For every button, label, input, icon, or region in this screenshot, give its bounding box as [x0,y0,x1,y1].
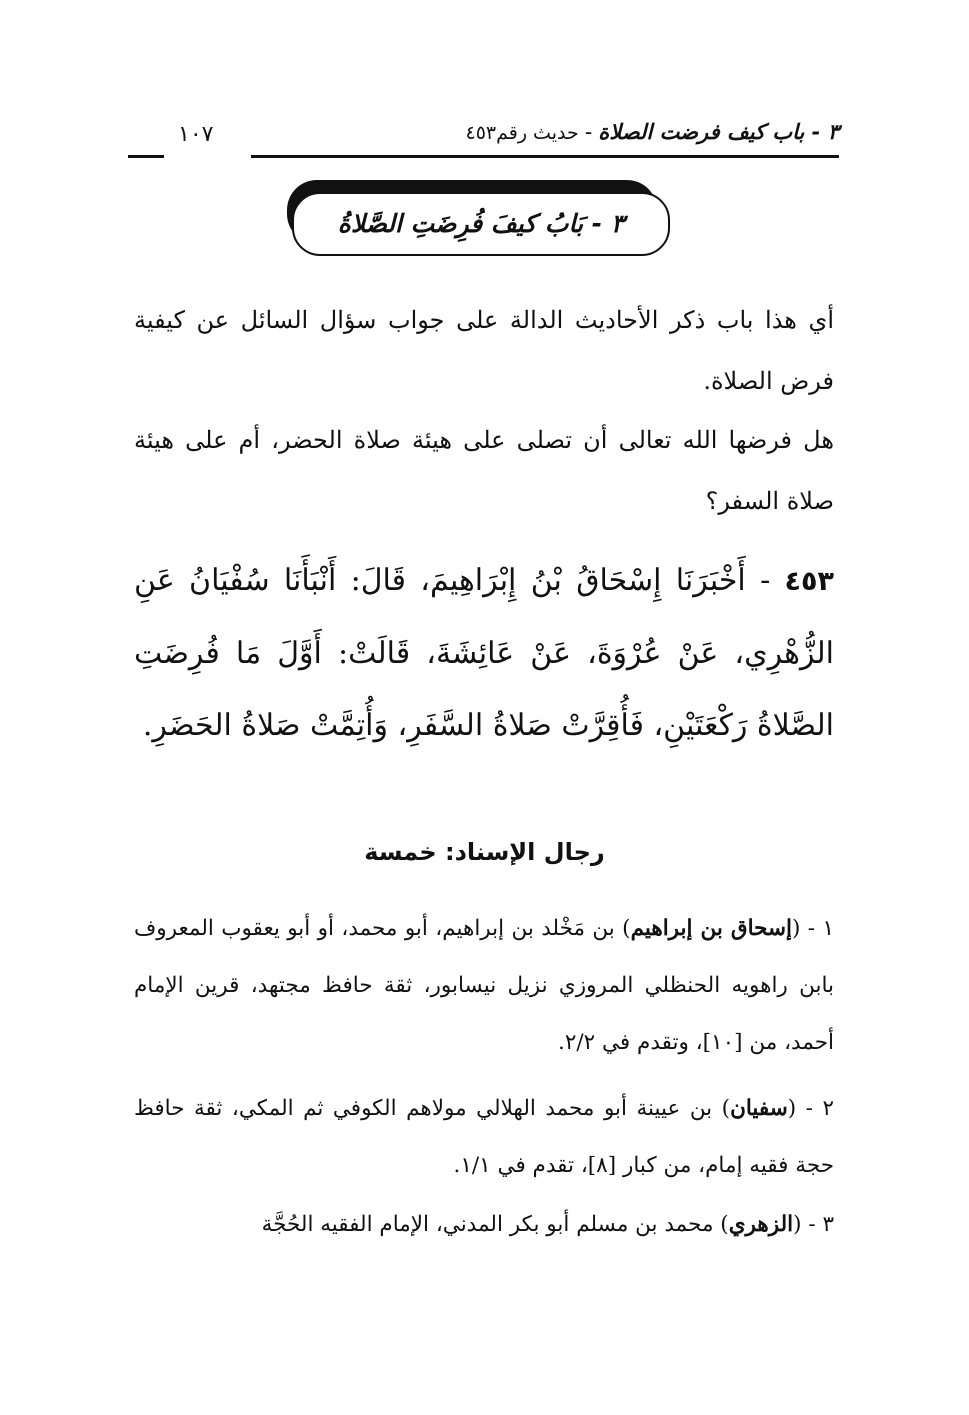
running-header [128,118,839,158]
narrator-name: سفيان [730,1096,788,1121]
hadith-dash: - [760,563,771,598]
header-separator: - [584,120,593,144]
header-hadith-ref: حديث رقم٤٥٣ [465,122,579,144]
narrator-name: الزهري [728,1212,794,1237]
page-number: ١٠٧ [178,122,214,147]
hadith-text: أَخْبَرَنَا إِسْحَاقُ بْنُ إِبْرَاهِيمَ، قَالَ: أَنْبَأَنَا سُفْيَانُ عَنِ الزُّهْرِي، عَنْ عُرْوَةَ، عَنْ عَائِشَةَ، قَالَتْ: أَوَّلَ مَا فُرِضَتِ الصَّلاةُ رَكْعَتَيْنِ، فَأُقِرَّتْ صَلاةُ السَّفَرِ، وَأُتِمَّتْ صَلاةُ الحَضَرِ. [134,563,834,743]
narrator-entry [134,1196,834,1253]
header-rule-short [128,155,164,158]
narrator-details: ) بن عيينة أبو محمد الهلالي مولاهم الكوفي ثم المكي، ثقة حافظ حجة فقيه إمام، من كبار [٨]، تقدم في ١/١. [134,1096,834,1178]
narrator-entry [134,900,834,1071]
narrator-entry [134,1080,834,1194]
narrator-name: إسحاق بن إبراهيم [630,916,793,941]
chapter-title-box [292,192,670,256]
header-rule [251,155,839,158]
narrator-details: ) بن مَخْلد بن إبراهيم، أبو محمد، أو أبو يعقوب المعروف بابن راهويه الحنظلي المروزي نزيل نيسابور، ثقة حافظ مجتهد، قرين الإمام أحمد، من [١٠]، وتقدم في ٢/٢. [134,916,834,1055]
narrator-prefix: ٢ - ( [787,1096,834,1121]
chapter-title: ٣ - بَابُ كيفَ فُرِضَتِ الصَّلاةُ [337,209,625,238]
hadith-paragraph [134,545,834,762]
header-chapter-text: ٣ - باب كيف فرضت الصلاة [598,120,839,144]
header-chapter-title [465,120,839,144]
narrator-prefix: ١ - ( [792,916,834,941]
hadith-number: ٤٥٣ [784,566,834,597]
isnad-section-title: رجال الإسناد: خمسة [364,838,605,866]
narrator-details: ) محمد بن مسلم أبو بكر المدني، الإمام الفقيه الحُجَّة [261,1212,729,1237]
intro-paragraph-1: أي هذا باب ذكر الأحاديث الدالة على جواب سؤال السائل عن كيفية فرض الصلاة. [134,306,834,395]
intro-paragraph-2: هل فرضها الله تعالى أن تصلى على هيئة صلاة الحضر، أم على هيئة صلاة السفر؟ [134,426,834,515]
narrator-prefix: ٣ - ( [793,1212,834,1237]
